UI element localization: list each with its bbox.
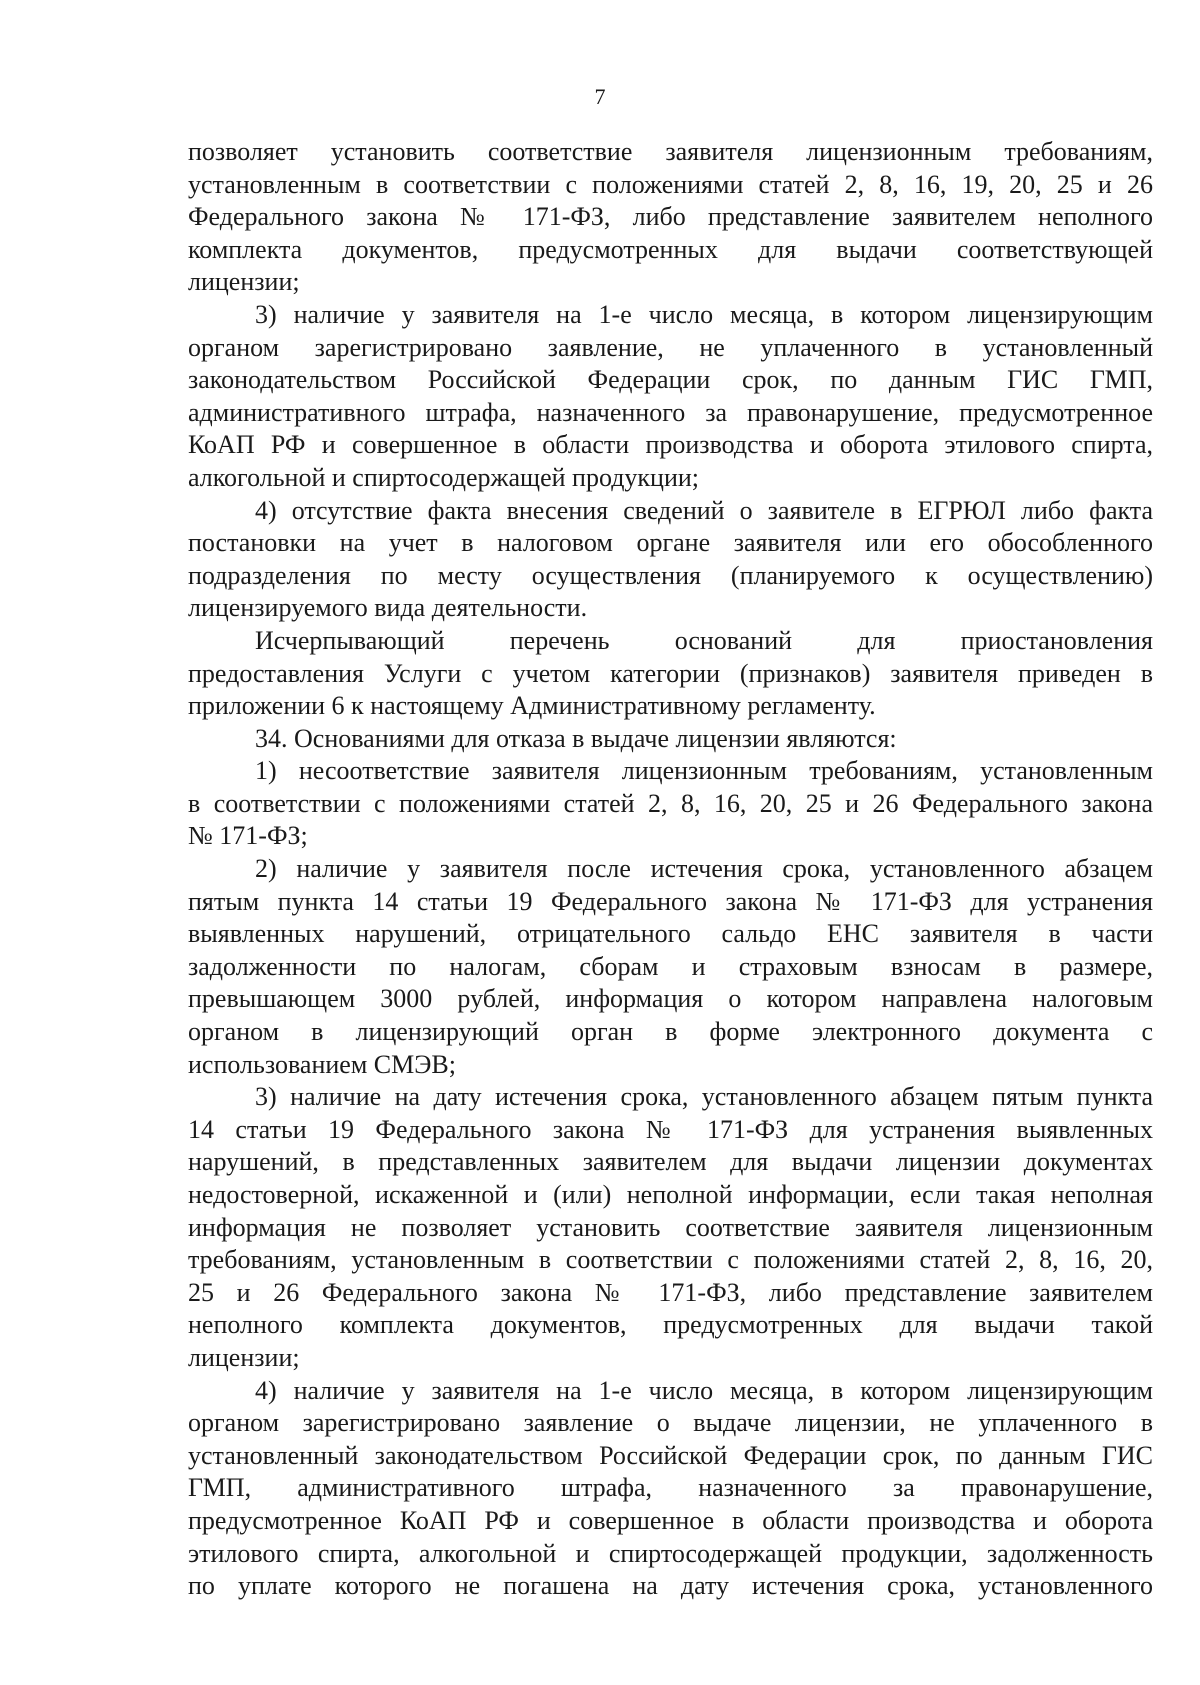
text-line: в соответствии с положениями статей 2, 8, 16, 20, 25 и 26 Федерального закона: [188, 788, 1153, 818]
text-line: 34. Основаниями для отказа в выдаче лицензии являются:: [255, 723, 897, 753]
text-line: Исчерпывающий перечень оснований для приостановления: [255, 625, 1153, 655]
text-line: № 171-ФЗ;: [188, 821, 308, 851]
text-line: 1) несоответствие заявителя лицензионным требованиям, установленным: [255, 756, 1153, 786]
text-line: информация не позволяет установить соответствие заявителя лицензионным: [188, 1212, 1153, 1242]
text-line: Федерального закона № 171-ФЗ, либо представление заявителем неполного: [188, 202, 1153, 232]
text-line: 4) отсутствие факта внесения сведений о заявителе в ЕГРЮЛ либо факта: [255, 495, 1153, 525]
text-line: недостоверной, искаженной и (или) неполной информации, если такая неполная: [188, 1180, 1153, 1209]
text-line: органом в лицензирующий орган в форме электронного документа с: [188, 1017, 1153, 1047]
text-line: неполного комплекта документов, предусмотренных для выдачи такой: [188, 1310, 1153, 1340]
document-body: [188, 136, 1153, 1603]
text-line: 2) наличие у заявителя после истечения срока, установленного абзацем: [255, 854, 1153, 884]
text-line: использованием СМЭВ;: [188, 1049, 456, 1079]
text-line: алкогольной и спиртосодержащей продукции;: [188, 462, 700, 492]
text-line: 14 статьи 19 Федерального закона № 171-ФЗ для устранения выявленных: [188, 1114, 1153, 1144]
text-line: этилового спирта, алкогольной и спиртосодержащей продукции, задолженность: [188, 1538, 1153, 1568]
text-line: административного штрафа, назначенного за правонарушение, предусмотренное: [188, 397, 1153, 427]
page-number: 7: [594, 84, 606, 109]
text-line: постановки на учет в налоговом органе заявителя или его обособленного: [188, 528, 1153, 558]
text-line: комплекта документов, предусмотренных для выдачи соответствующей: [188, 234, 1153, 264]
text-line: приложении 6 к настоящему Административному регламенту.: [188, 691, 876, 721]
text-line: требованиям, установленным в соответствии с положениями статей 2, 8, 16, 20,: [188, 1245, 1153, 1275]
text-line: задолженности по налогам, сборам и страховым взносам в размере,: [188, 951, 1153, 981]
text-line: КоАП РФ и совершенное в области производства и оборота этилового спирта,: [188, 430, 1153, 460]
text-line: лицензии;: [188, 267, 300, 297]
text-line: превышающем 3000 рублей, информация о котором направлена налоговым: [188, 984, 1153, 1014]
text-line: выявленных нарушений, отрицательного сальдо ЕНС заявителя в части: [188, 919, 1153, 949]
text-line: установленный законодательством Российской Федерации срок, по данным ГИС: [188, 1440, 1153, 1470]
text-line: 4) наличие у заявителя на 1-е число месяца, в котором лицензирующим: [255, 1375, 1153, 1405]
text-line: нарушений, в представленных заявителем для выдачи лицензии документах: [188, 1147, 1153, 1177]
text-line: 25 и 26 Федерального закона № 171-ФЗ, либо представление заявителем: [188, 1277, 1153, 1307]
text-line: по уплате которого не погашена на дату истечения срока, установленного: [188, 1571, 1153, 1601]
text-line: установленным в соответствии с положениями статей 2, 8, 16, 19, 20, 25 и 26: [188, 169, 1153, 199]
text-line: 3) наличие на дату истечения срока, установленного абзацем пятым пункта: [255, 1082, 1153, 1112]
text-line: предоставления Услуги с учетом категории (признаков) заявителя приведен в: [188, 658, 1153, 688]
text-line: органом зарегистрировано заявление, не уплаченного в установленный: [188, 332, 1153, 362]
text-line: позволяет установить соответствие заявителя лицензионным требованиям,: [188, 137, 1153, 166]
text-line: пятым пункта 14 статьи 19 Федерального закона № 171-ФЗ для устранения: [188, 886, 1153, 916]
text-line: подразделения по месту осуществления (планируемого к осуществлению): [188, 560, 1153, 590]
text-line: предусмотренное КоАП РФ и совершенное в области производства и оборота: [188, 1505, 1153, 1535]
text-line: 3) наличие у заявителя на 1-е число месяца, в котором лицензирующим: [255, 299, 1153, 329]
text-line: законодательством Российской Федерации срок, по данным ГИС ГМП,: [188, 365, 1153, 395]
text-line: ГМП, административного штрафа, назначенного за правонарушение,: [188, 1473, 1153, 1503]
text-line: органом зарегистрировано заявление о выдаче лицензии, не уплаченного в: [188, 1408, 1153, 1438]
text-line: лицензии;: [188, 1342, 300, 1372]
text-line: лицензируемого вида деятельности.: [188, 593, 588, 623]
